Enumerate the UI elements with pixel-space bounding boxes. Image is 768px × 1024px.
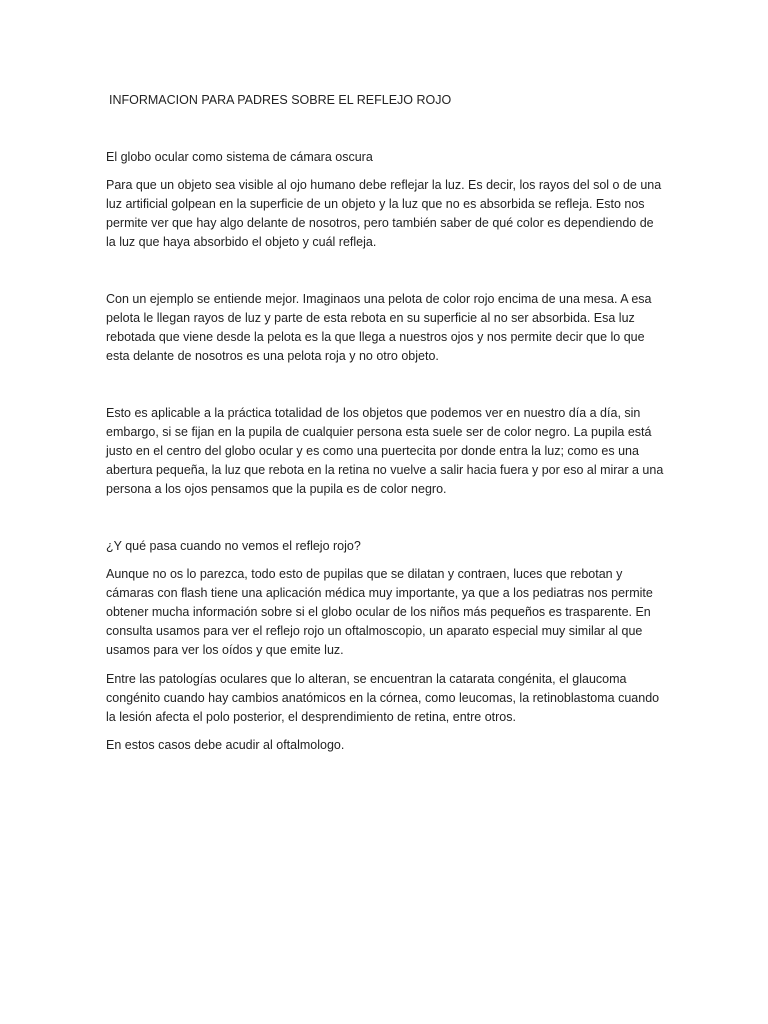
paragraph-patologias: Entre las patologías oculares que lo alteran, se encuentran la catarata congénita, el glaucoma congénito cuando hay cambios anatómicos en la córnea, como leucomas, la retinoblastoma cuando la lesión afecta el polo posterior, el desprendimiento de retina, entre otros. [106, 672, 660, 724]
paragraph-ejemplo-pelota: Con un ejemplo se entiende mejor. Imaginaos una pelota de color rojo encima de una mesa. A esa pelota le llegan rayos de luz y parte de esta rebota en su superficie al no ser absorbida. Esa luz rebotada que viene desde la pelota es la que llega a nuestros ojos y nos permite decir que lo que esta delante de nosotros es una pelota roja y no otro objeto. [106, 292, 652, 363]
paragraph-luz-reflejada: Para que un objeto sea visible al ojo humano debe reflejar la luz. Es decir, los rayos del sol o de una luz artificial golpean en la superficie de un objeto y la luz que no es absorbida se refleja. Esto nos permite ver que hay algo delante de nosotros, pero también saber de qué color es dependiendo de la luz que haya absorbido el objeto y cuál refleja. [106, 178, 662, 249]
paragraph-oftalmoscopio: Aunque no os lo parezca, todo esto de pupilas que se dilatan y contraen, luces que rebotan y cámaras con flash tiene una aplicación médica muy importante, ya que a los pediatras nos permite obtener mucha información sobre si el globo ocular de los niños más pequeños es trasparente. En consulta usamos para ver el reflejo rojo un oftalmoscopio, un aparato especial muy similar al que usamos para ver los oídos y que emite luz. [106, 567, 653, 657]
section-heading-sin-reflejo: ¿Y qué pasa cuando no vemos el reflejo rojo? [106, 539, 361, 553]
document-title: INFORMACION PARA PADRES SOBRE EL REFLEJO ROJO [109, 93, 452, 107]
paragraph-acudir-oftalmologo: En estos casos debe acudir al oftalmologo. [106, 738, 345, 752]
section-heading-camara-oscura: El globo ocular como sistema de cámara oscura [106, 150, 373, 164]
paragraph-pupila-negra: Esto es aplicable a la práctica totalidad de los objetos que podemos ver en nuestro día a día, sin embargo, si se fijan en la pupila de cualquier persona esta suele ser de color negro. La pupila está justo en el centro del globo ocular y es como una puertecita por donde entra la luz; como es una abertura pequeña, la luz que rebota en la retina no vuelve a salir hacia fuera y por eso al mirar a una persona a los ojos pensamos que la pupila es de color negro. [106, 406, 664, 496]
document-body [106, 91, 666, 755]
